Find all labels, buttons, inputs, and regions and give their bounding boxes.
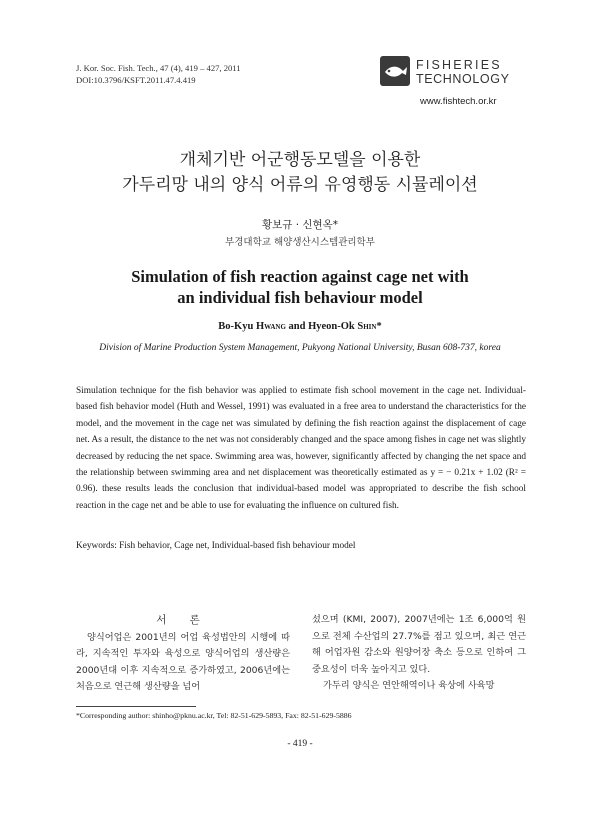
english-title-line: an individual fish behaviour model bbox=[177, 288, 423, 307]
english-title bbox=[0, 266, 600, 308]
footnote: *Corresponding author: shinho@pknu.ac.kr, Tel: 82-51-629-5893, Fax: 82-51-629-5886 bbox=[76, 711, 352, 720]
page-number: - 419 - bbox=[287, 739, 313, 749]
author-last-name: Hwang bbox=[255, 321, 286, 332]
body-paragraph: 양식어업은 2001년의 어업 육성법안의 시행에 따라, 지속적인 투자와 육성으로 양식어업의 생산량은 2000년대 이후 지속적으로 증가하였고, 2006년에는 처음으로 연근해 생산량을 넘어 bbox=[76, 631, 290, 693]
fish-emblem-icon bbox=[380, 56, 410, 86]
english-title-line: Simulation of fish reaction against cage net with bbox=[131, 267, 469, 286]
author-conjunction: and bbox=[285, 321, 309, 332]
doi-line: DOI:10.3796/KSFT.2011.47.4.419 bbox=[76, 75, 196, 85]
korean-authors: 황보규 · 신현옥* bbox=[261, 219, 339, 231]
body-paragraph: 가두리 양식은 연안해역이나 육상에 사육망 bbox=[323, 680, 495, 692]
author-first-name: Bo-Kyu bbox=[218, 321, 256, 332]
section-heading: 서 론 bbox=[156, 614, 210, 626]
body-column-right bbox=[312, 612, 526, 695]
corresponding-mark: * bbox=[376, 321, 382, 332]
english-affiliation: Division of Marine Production System Management, Pukyong National University, Busan 608-737, korea bbox=[99, 343, 501, 353]
journal-logo bbox=[380, 52, 530, 96]
journal-url: www.fishtech.or.kr bbox=[420, 96, 497, 107]
footnote-divider bbox=[76, 706, 196, 707]
korean-title-line: 개체기반 어군행동모델을 이용한 bbox=[179, 150, 421, 170]
body-paragraph: 섰으며 (KMI, 2007), 2007년에는 1조 6,000억 원으로 전체 수산업의 27.7%를 점고 있으며, 최근 연근해 어업자원 감소와 원양어장 축소 등으로 인하여 그 중요성이 더욱 높아지고 있다. bbox=[312, 614, 526, 675]
author-first-name: Hyeon-Ok bbox=[308, 321, 358, 332]
korean-title-line: 가두리망 내의 양식 어류의 유영행동 시뮬레이션 bbox=[122, 175, 478, 195]
korean-affiliation: 부경대학교 해양생산시스템관리학부 bbox=[225, 237, 375, 248]
author-last-name: Shin bbox=[357, 321, 377, 332]
keywords: Keywords: Fish behavior, Cage net, Individual-based fish behaviour model bbox=[76, 541, 356, 551]
korean-title bbox=[0, 148, 600, 198]
body-column-left bbox=[76, 612, 290, 696]
english-authors bbox=[0, 321, 600, 332]
journal-citation bbox=[76, 62, 241, 86]
abstract: Simulation technique for the fish behavior was applied to estimate fish school movement in the cage net. Individual-based fish behavior model (Huth and Wessel, 1991) was evaluated in a free area to understand the characteristics for the model, and the movement in the cage net was simulated by defining the fish reaction against the displacement of cage net. As a result, the distance to the net was not considerably changed and the space among fishes in cage net was slightly decreased by reducing the net space. Swimming area was, however, significantly affected by changing the net space and the relationship between swimming area and net displacement was theoretically estimated as y = − 0.21x + 1.02 (R² = 0.96). these results leads the conclusion that individual-based model was appropriated to describe the fish school reaction in the cage net and be able to use for evaluating the influence on cultured fish. bbox=[76, 386, 526, 511]
logo-text-technology: TECHNOLOGY bbox=[416, 72, 510, 86]
logo-text-fisheries: FISHERIES bbox=[416, 58, 502, 72]
journal-citation-line: J. Kor. Soc. Fish. Tech., 47 (4), 419 – 427, 2011 bbox=[76, 63, 241, 73]
